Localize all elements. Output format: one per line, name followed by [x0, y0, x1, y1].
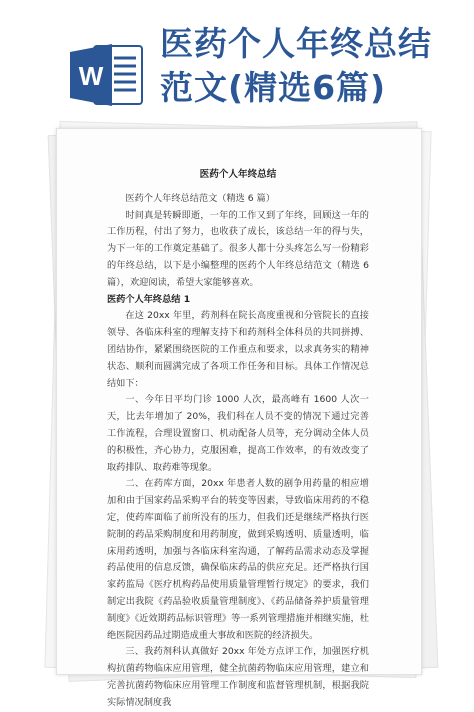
section-heading: 医药个人年终总结 1 [107, 293, 191, 305]
document-body [107, 167, 369, 712]
page-title [160, 22, 460, 110]
document-title: 医药个人年终总结 [199, 169, 277, 180]
paragraph-4: 三、我药剂科认真做好 20xx 年处方点评工作，加强医疗机构抗菌药物临床应用管理，健全抗菌药物临床应用管理，建立和完善抗菌药物临床应用管理工作制度和监督管理机制，根据我院实际情况制度我 [107, 646, 369, 708]
paragraph-2: 一、今年日平均门诊 1000 人次，最高峰有 1600 人次一天，比去年增加了 20%，我们科在人员不变的情况下通过完善工作流程，合理设置窗口、机动配备人员等，充分调动全体人员的积极性，齐心协力，克服困难，提高工作效率，的有效改变了取药排队、取药难等现象。 [107, 394, 369, 473]
word-document-icon [68, 40, 146, 110]
paragraph-1: 在这 20xx 年里，药剂科在院长高度重视和分管院长的直接领导、各临床科室的理解支持下和药剂科全体科员的共同拼搏、团结协作，紧紧围绕医院的工作重点和要求，以求真务实的精神状态、顺利而圆满完成了各项工作任务和目标。具体工作情况总结如下： [107, 310, 369, 389]
page-title-line-2: 范文(精选6篇) [160, 68, 387, 107]
page-title-line-1: 医药个人年终总结 [160, 24, 432, 63]
document-page [56, 128, 422, 708]
document-subtitle: 医药个人年终总结范文（精选 6 篇） [125, 192, 275, 204]
header-banner [0, 0, 474, 118]
intro-paragraph: 时间真是转瞬即逝，一年的工作又到了年终，回顾这一年的工作历程，付出了努力，也收获了成长，该总结一年的得与失，为下一年的工作奠定基础了。很多人都十分头疼怎么写一份精彩的年终总结，以下是小编整理的医药个人年终总结范文（精选 6 篇），欢迎阅读，希望大家能够喜欢。 [107, 209, 369, 288]
word-logo-letter: W [78, 61, 104, 91]
paragraph-3: 二、在药库方面，20xx 年患者人数的剧争用药量的相应增加和由于国家药品采购平台的转变等因素，导致临床用药的不稳定，使药库面临了前所没有的压力，但我们还是继续严格执行医院制的药品采购制度和用药制度，做到采购透明、质量透明，临床用药透明，加强与各临床科室沟通，了解药品需求动态及掌握药品使用的信息反馈，确保临床药品的供应充足。还严格执行国家药监局《医疗机构药品使用质量管理暂行规定》的要求，我们制定出我院《药品验收质量管理制度》、《药品储备养护质量管理制度》《近效期药品标识管理》等一系列管理措施并相继实施，杜绝医院因药品过期造成重大事故和医院的经济损失。 [107, 478, 369, 641]
